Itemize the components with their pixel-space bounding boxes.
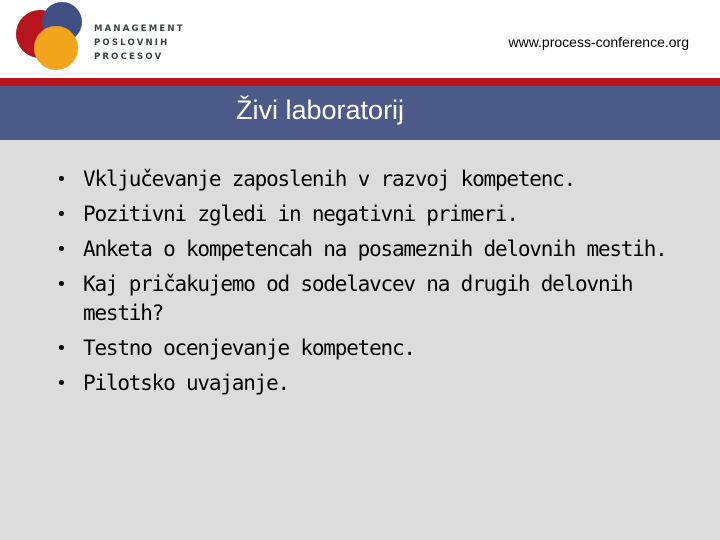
- logo-line-2: POSLOVNIH: [94, 38, 170, 48]
- logo-text: [94, 22, 185, 64]
- bullet-text: Kaj pričakujemo od sodelavcev na drugih delovnih mestih?: [83, 272, 633, 325]
- accent-divider: [0, 78, 720, 86]
- logo-line-1: MANAGEMENT: [94, 24, 185, 34]
- bullet-item: [0, 200, 720, 229]
- logo-icon: [0, 0, 100, 78]
- bullet-item: [0, 270, 720, 328]
- bullet-icon: •: [56, 373, 66, 394]
- bullet-text: Pilotsko uvajanje.: [83, 371, 289, 395]
- bullet-icon: •: [56, 338, 66, 359]
- bullet-item: [0, 369, 720, 398]
- bullet-icon: •: [56, 274, 66, 295]
- bullet-text: Anketa o kompetencah na posameznih delovnih mestih.: [83, 237, 667, 261]
- website-url: www.process-conference.org: [508, 34, 689, 50]
- bullet-list: [0, 165, 720, 404]
- bullet-text: Pozitivni zgledi in negativni primeri.: [83, 202, 518, 226]
- logo-line-3: PROCESOV: [94, 52, 164, 62]
- header: [0, 0, 720, 78]
- bullet-icon: •: [56, 169, 66, 190]
- bullet-icon: •: [56, 204, 66, 225]
- bullet-icon: •: [56, 239, 66, 260]
- slide-title: Živi laboratorij: [236, 95, 405, 125]
- bullet-item: [0, 334, 720, 363]
- bullet-text: Vključevanje zaposlenih v razvoj kompetenc.: [83, 167, 576, 191]
- bullet-text: Testno ocenjevanje kompetenc.: [83, 336, 415, 360]
- bullet-item: [0, 165, 720, 194]
- bullet-item: [0, 235, 720, 264]
